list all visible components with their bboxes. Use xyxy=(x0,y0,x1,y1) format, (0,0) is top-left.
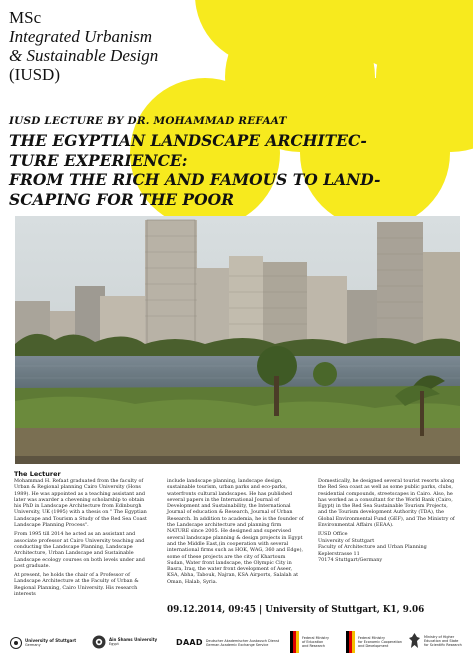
daad-logo xyxy=(176,638,279,647)
logo-text: Federal Ministry xyxy=(358,636,386,640)
bio-column-2 xyxy=(167,478,304,588)
egyptian-eagle-icon xyxy=(408,632,421,650)
logo-text: and Research xyxy=(302,644,326,648)
bio-column-3 xyxy=(318,478,455,563)
bio-paragraph: From 1995 till 2014 he acted as an assistant and associate professor at Cairo University teaching and conducting the Landscape Planning, Landscape Architecture, Urban Landscape and Sustainable Landscape ecology courses on both levels under and post graduate. xyxy=(14,531,145,569)
program-line: & Sustainable Design xyxy=(9,46,159,65)
address-line: 70174 Stuttgart/Germany xyxy=(318,557,383,563)
bio-paragraph: Domestically, he designed several tourist resorts along the Red Sea coast as well as some public parks, clubs, residential compounds, streetscapes in Cairo. Also, he has worked as a consultant for the World Bank (Cairo, Egypt) in the Red Sea Sustainable Tourism Projects, and the Tourism development Authority (TDA), the Global Environmental Fund (GEF), and The Ministry of Environmental Affairs (EEAA). xyxy=(318,478,455,529)
program-line: MSc xyxy=(9,8,42,27)
ain-shams-emblem-icon xyxy=(92,635,106,649)
daad-wordmark: DAAD xyxy=(176,638,203,647)
program-line: (IUSD) xyxy=(9,65,60,84)
logo-text: for Economic Cooperation xyxy=(358,640,402,644)
program-line: Integrated Urbanism xyxy=(9,27,153,46)
logo-text: for Scientific Research xyxy=(424,643,462,647)
bio-paragraph: include landscape planning, landscape design, sustainable tourism, urban parks and eco-parks, waterfronts cultural landscapes. He has published several papers in the International Journal of Development and Sustainability, the International Journal of education & Research, Journal of Urban Research. In addition to academia, he is the founder of the Landscape architecture and planning firm NATURE since 2005. He designed and supervised several landscape planning & design projects in Egypt and the Middle East,(in cooperation with several international firms such as HOK, WAG, 360 and Edge), some of these projects are the city of Khartoum Sudan, Water front landscape, the Olympic City in Basra, Iraq, the water front development of Aseer, KSA, Abha, Tabouk, Najran, KSA Airports, Salalah at Oman, Halab, Syria. xyxy=(167,478,304,585)
office-address xyxy=(318,531,455,563)
logo-text: Egypt xyxy=(109,642,119,646)
bmz-logo xyxy=(346,631,402,653)
address-line: IUSD Office xyxy=(318,531,348,538)
title-line: THE EGYPTIAN LANDSCAPE ARCHITEC- xyxy=(9,131,367,150)
logo-text: and Development xyxy=(358,644,389,648)
cairo-skyline-photo xyxy=(15,216,460,464)
german-eagle-icon xyxy=(346,631,355,653)
logo-text: of Education xyxy=(302,640,324,644)
sponsor-logos xyxy=(0,625,473,665)
logo-text: Ministry of Higher xyxy=(424,635,455,639)
egypt-ministry-logo xyxy=(408,632,462,650)
bmbf-logo xyxy=(290,631,329,653)
address-line: Keplerstrasse 11 xyxy=(318,550,360,557)
lecture-byline: IUSD LECTURE BY DR. MOHAMMAD REFAAT xyxy=(9,115,287,127)
ain-shams-logo xyxy=(92,635,157,649)
address-line: University of Stuttgart xyxy=(318,537,375,544)
lecturer-heading: The Lecturer xyxy=(14,470,61,478)
stuttgart-emblem-icon xyxy=(10,637,22,649)
logo-text: University of Stuttgart xyxy=(25,638,77,643)
bio-paragraph: At present, he holds the chair of a Professor of Landscape Architecture at the Faculty of Urban & Regional Planning, Cairo University. His research interests xyxy=(14,572,139,598)
bio-paragraph: Mohammad H. Refaat graduated from the faculty of Urban & Regional planning Cairo University (Hons 1989). He was appointed as a teaching assistant and later was awarder a chevening scholarship to obtain his PhD in Landscape Architecture from Edinburgh University, UK (1995) with a thesis on " The Egyptian Landscape and Tourism a Study of the Red Sea Coast Landscape Planning Process". xyxy=(14,478,147,529)
logo-text: Ain Shams University xyxy=(109,637,158,642)
logo-text: Germany xyxy=(25,643,41,647)
event-date-location: 09.12.2014, 09:45 | University of Stuttgart, K1, 9.06 xyxy=(167,605,425,615)
program-title xyxy=(9,8,269,84)
logo-text: German Academic Exchange Service xyxy=(205,642,269,647)
bio-column-1 xyxy=(14,478,151,600)
university-of-stuttgart-logo xyxy=(10,637,76,649)
title-line: TURE EXPERIENCE: xyxy=(9,150,188,170)
logo-text: Deutscher Akademischer Austausch Dienst xyxy=(205,638,280,643)
logo-text: Education and State xyxy=(424,639,459,643)
german-eagle-icon xyxy=(290,631,299,653)
lecture-title xyxy=(9,131,469,209)
title-line: SCAPING FOR THE POOR xyxy=(9,189,234,209)
address-line: Faculty of Architecture and Urban Planning xyxy=(318,544,427,551)
title-line: FROM THE RICH AND FAMOUS TO LAND- xyxy=(9,170,381,189)
logo-text: Federal Ministry xyxy=(302,636,330,640)
